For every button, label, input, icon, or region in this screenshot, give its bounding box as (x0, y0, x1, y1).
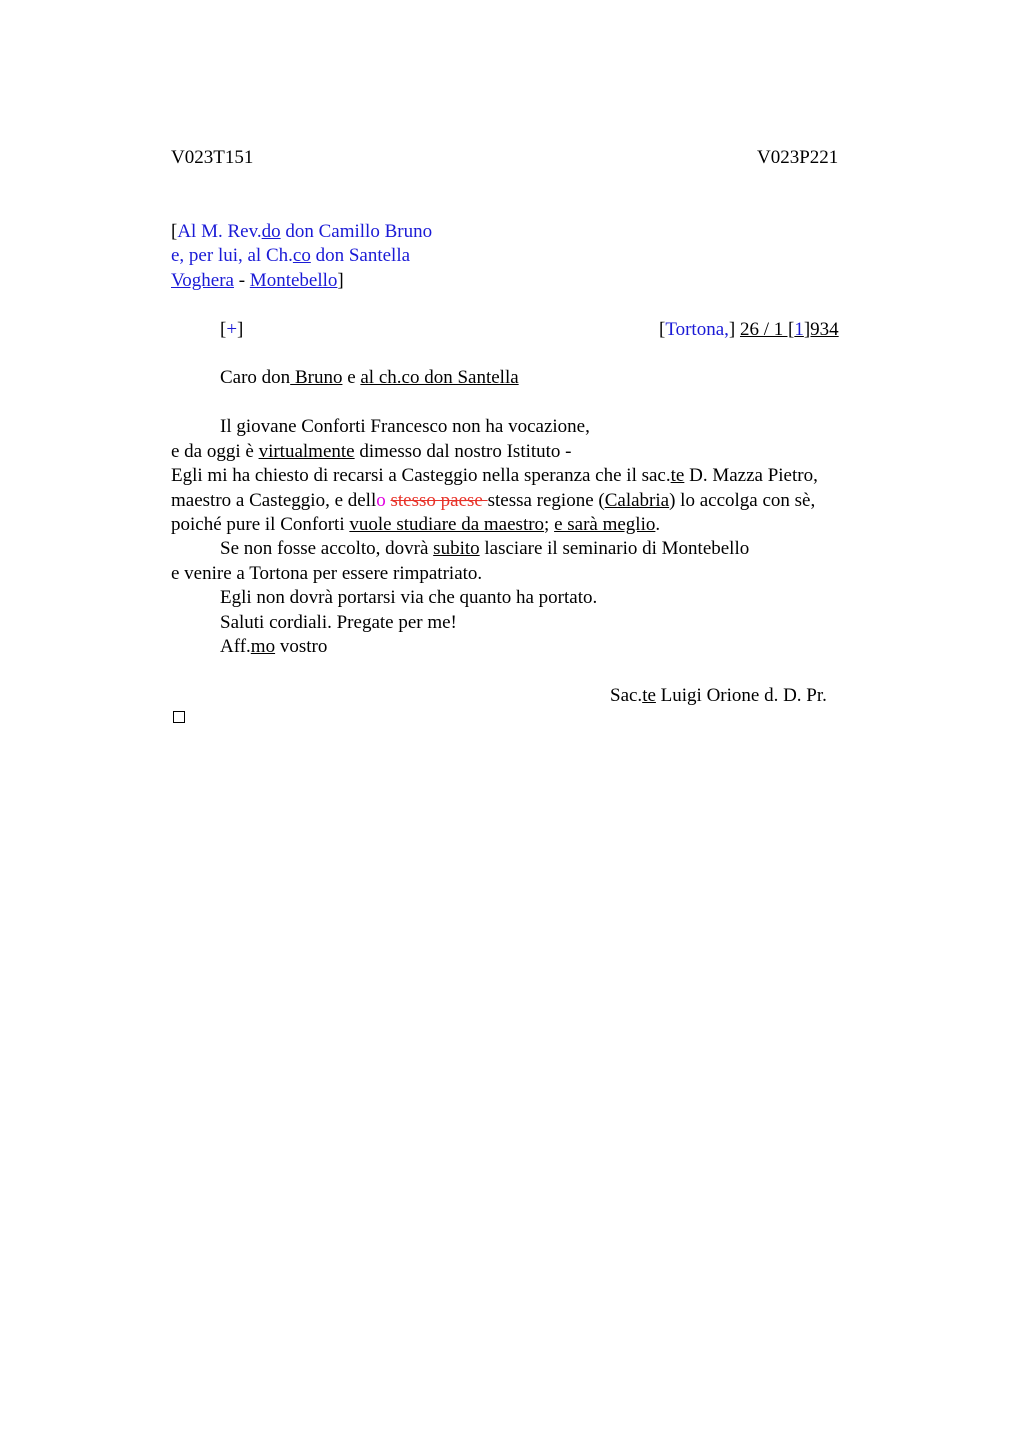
address-line-3: Voghera - Montebello] (171, 270, 344, 291)
salutation: Caro don Bruno e al ch.co don Santella (220, 367, 519, 388)
letter-date: 26 / 1 [1]934 (739, 319, 839, 340)
body-line: e da oggi è virtualmente dimesso dal nostro Istituto - (171, 441, 572, 462)
body-line: Egli mi ha chiesto di recarsi a Casteggio nella speranza che il sac.te D. Mazza Pietro, (171, 465, 818, 486)
address-line-2: e, per lui, al Ch.co don Santella (171, 245, 411, 266)
body-line: poiché pure il Conforti vuole studiare da maestro; e sarà meglio. (171, 514, 661, 535)
signature: Sac.te Luigi Orione d. D. Pr. (610, 685, 827, 706)
body-line: Se non fosse accolto, dovrà subito lasciare il seminario di Montebello (220, 538, 750, 559)
body-line: Il giovane Conforti Francesco non ha vocazione, (220, 416, 590, 437)
closing: Aff.mo vostro (220, 636, 328, 657)
document-code-right: V023P221 (757, 147, 839, 168)
body-line: Saluti cordiali. Pregate per me! (220, 612, 457, 633)
end-of-document-square-icon (173, 711, 185, 723)
deleted-text: stesso paese (390, 490, 488, 511)
body-line: Egli non dovrà portarsi via che quanto ha portato. (220, 587, 598, 608)
address-line-1: [Al M. Rev.do don Camillo Bruno (171, 221, 433, 242)
dateline: [Tortona,] 26 / 1 [1]934 (659, 319, 839, 340)
document-code-left: V023T151 (171, 147, 254, 168)
body-line: e venire a Tortona per essere rimpatriato. (171, 563, 483, 584)
cross-mark: [+] (220, 319, 244, 340)
body-line: maestro a Casteggio, e dello stesso paese stessa regione (Calabria) lo accolga con sè, (171, 490, 816, 511)
